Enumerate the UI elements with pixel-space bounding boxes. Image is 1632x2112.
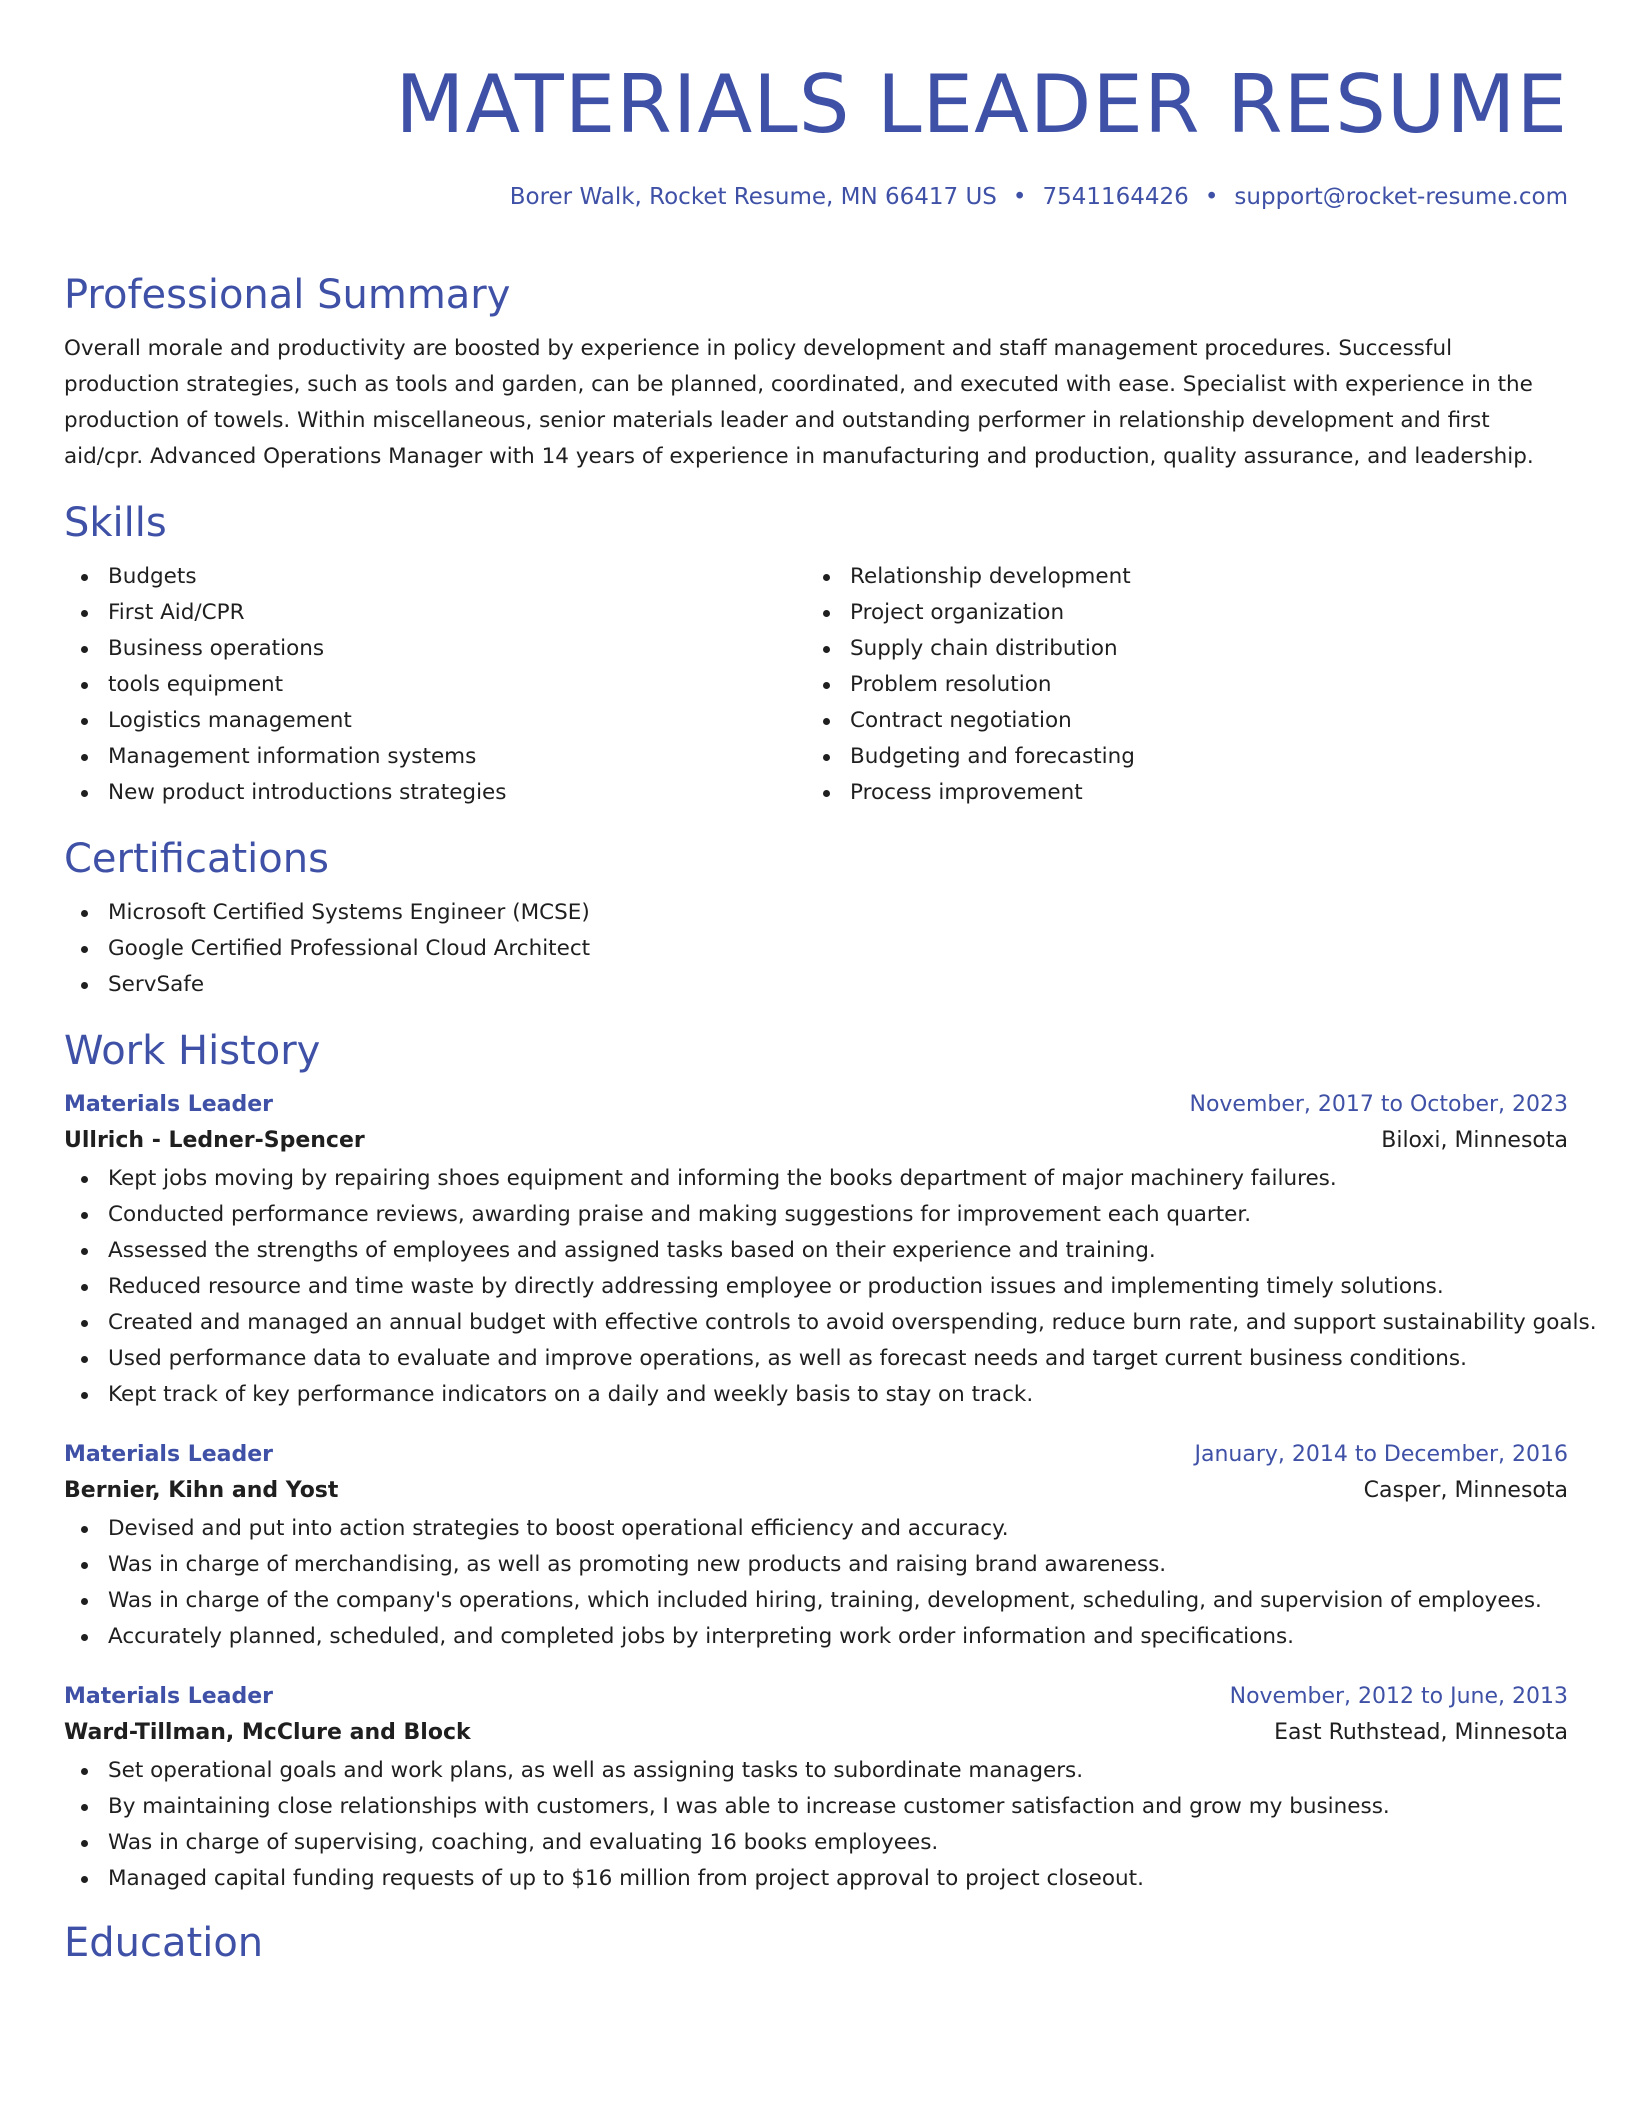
job-bullets <box>64 1161 1597 1413</box>
skill-item: Problem resolution <box>806 667 1548 703</box>
section-heading-summary: Professional Summary <box>64 272 511 318</box>
job-title-row <box>64 1439 1568 1471</box>
job-bullet: By maintaining close relationships with customers, I was able to increase customer satisfaction and grow my business. <box>64 1789 1568 1825</box>
job-title: Materials Leader <box>64 1442 274 1467</box>
job-entry <box>64 1681 1568 1897</box>
job-bullet: Managed capital funding requests of up to $16 million from project approval to project closeout. <box>64 1861 1568 1897</box>
resume-header <box>64 0 1568 213</box>
job-entry <box>64 1439 1568 1655</box>
job-bullet: Reduced resource and time waste by directly addressing employee or production issues and implementing timely solutions. <box>64 1269 1568 1305</box>
section-heading-work-history: Work History <box>64 1028 321 1074</box>
job-company: Ullrich - Ledner-Spencer <box>64 1128 365 1153</box>
skills-section <box>64 497 1568 811</box>
job-bullet: Set operational goals and work plans, as well as assigning tasks to subordinate managers. <box>64 1753 1568 1789</box>
skill-item: Relationship development <box>806 559 1548 595</box>
job-company: Bernier, Kihn and Yost <box>64 1478 339 1503</box>
job-company-row <box>64 1121 1568 1161</box>
contact-line <box>64 181 1568 213</box>
contact-email: support@rocket-resume.com <box>1234 184 1568 210</box>
section-heading-education: Education <box>64 1920 264 1966</box>
job-company: Ward-Tillman, McClure and Block <box>64 1720 471 1745</box>
skill-item: Business operations <box>64 631 806 667</box>
job-bullet: Kept jobs moving by repairing shoes equipment and informing the books department of major machinery failures. <box>64 1161 1568 1197</box>
skills-left-column <box>64 559 806 811</box>
job-title-row <box>64 1681 1568 1713</box>
certification-item: ServSafe <box>64 967 1568 1003</box>
skill-item: Supply chain distribution <box>806 631 1548 667</box>
resume-page <box>64 0 1597 1969</box>
skill-item: Contract negotiation <box>806 703 1548 739</box>
summary-text: Overall morale and productivity are boosted by experience in policy development and staff management procedures. Successful production strategies, such as tools and garden, can be planned, coordinated, and executed with ease. Specialist with experience in the production of towels. Within miscellaneous, senior materials leader and outstanding performer in relationship development and first aid/cpr. Advanced Operations Manager with 14 years of experience in manufacturing and production, quality assurance, and leadership. <box>64 336 1534 469</box>
education-section <box>64 1917 1568 1969</box>
job-dates: November, 2012 to June, 2013 <box>1229 1684 1568 1709</box>
certifications-list <box>64 895 1568 1003</box>
job-bullet: Accurately planned, scheduled, and completed jobs by interpreting work order information and specifications. <box>64 1619 1568 1655</box>
skill-item: Process improvement <box>806 775 1548 811</box>
skill-item: tools equipment <box>64 667 806 703</box>
job-bullet: Was in charge of the company's operations, which included hiring, training, development, scheduling, and supervision of employees. <box>64 1583 1568 1619</box>
job-bullet: Created and managed an annual budget with effective controls to avoid overspending, reduce burn rate, and support sustainability goals. <box>64 1305 1568 1341</box>
job-bullet: Was in charge of supervising, coaching, and evaluating 16 books employees. <box>64 1825 1568 1861</box>
job-bullet: Assessed the strengths of employees and assigned tasks based on their experience and training. <box>64 1233 1568 1269</box>
skill-item: Logistics management <box>64 703 806 739</box>
job-title-row <box>64 1089 1568 1121</box>
job-company-row <box>64 1471 1568 1511</box>
job-dates: January, 2014 to December, 2016 <box>1194 1442 1568 1467</box>
skills-right-column <box>806 559 1548 811</box>
job-bullets <box>64 1511 1568 1655</box>
job-bullet: Used performance data to evaluate and improve operations, as well as forecast needs and target current business conditions. <box>64 1341 1568 1377</box>
job-company-row <box>64 1713 1568 1753</box>
skill-item: Budgeting and forecasting <box>806 739 1548 775</box>
skills-grid <box>64 559 1568 811</box>
skill-item: First Aid/CPR <box>64 595 806 631</box>
job-bullet: Kept track of key performance indicators on a daily and weekly basis to stay on track. <box>64 1377 1568 1413</box>
section-heading-certifications: Certifications <box>64 836 329 882</box>
contact-phone: 7541164426 <box>1042 184 1189 210</box>
contact-separator: • <box>1012 184 1027 210</box>
certification-item: Microsoft Certified Systems Engineer (MCSE) <box>64 895 1568 931</box>
skill-item: Project organization <box>806 595 1548 631</box>
job-bullet: Was in charge of merchandising, as well as promoting new products and raising brand awareness. <box>64 1547 1568 1583</box>
job-title: Materials Leader <box>64 1684 274 1709</box>
certifications-section <box>64 833 1568 1003</box>
resume-title: MATERIALS LEADER RESUME <box>395 58 1568 151</box>
job-location: Casper, Minnesota <box>1363 1478 1568 1503</box>
certification-item: Google Certified Professional Cloud Architect <box>64 931 1568 967</box>
contact-address: Borer Walk, Rocket Resume, MN 66417 US <box>509 184 997 210</box>
job-bullet: Devised and put into action strategies to boost operational efficiency and accuracy. <box>64 1511 1568 1547</box>
job-bullet: Conducted performance reviews, awarding praise and making suggestions for improvement each quarter. <box>64 1197 1568 1233</box>
contact-separator: • <box>1204 184 1219 210</box>
work-history-section <box>64 1025 1597 1897</box>
section-heading-skills: Skills <box>64 500 167 546</box>
job-location: Biloxi, Minnesota <box>1381 1128 1568 1153</box>
skill-item: Budgets <box>64 559 806 595</box>
skill-item: New product introductions strategies <box>64 775 806 811</box>
job-entry <box>64 1089 1597 1413</box>
summary-section <box>64 269 1568 475</box>
skill-item: Management information systems <box>64 739 806 775</box>
job-title: Materials Leader <box>64 1092 274 1117</box>
job-dates: November, 2017 to October, 2023 <box>1189 1092 1568 1117</box>
job-bullets <box>64 1753 1568 1897</box>
job-location: East Ruthstead, Minnesota <box>1274 1720 1568 1745</box>
